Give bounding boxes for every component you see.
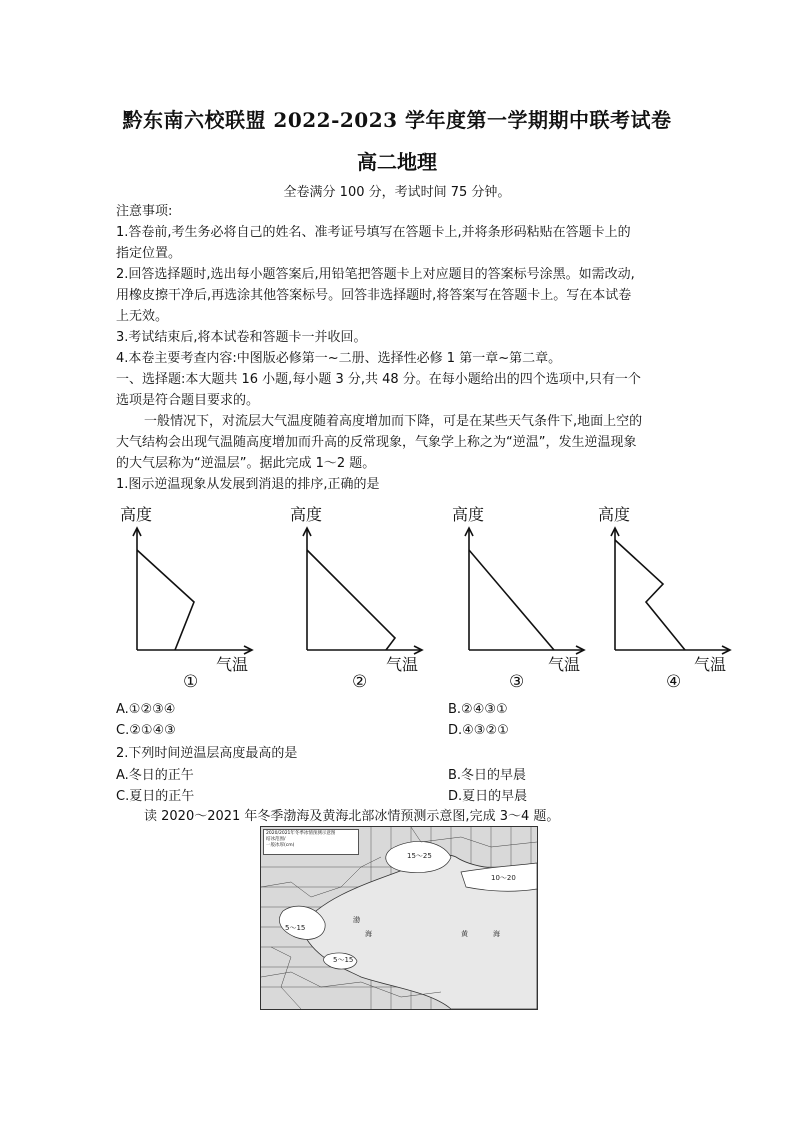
ice-thickness-label: 15～25 bbox=[407, 852, 432, 860]
q2-option-a[interactable]: A.冬日的正午 bbox=[116, 768, 194, 783]
q1-option-d[interactable]: D.④③②① bbox=[448, 723, 509, 738]
sea-name-hai: 海 bbox=[365, 930, 372, 938]
graph-4-number: ④ bbox=[666, 672, 682, 692]
passage-line: 一般情况下，对流层大气温度随着高度增加而下降，可是在某些天气条件下,地面上空的 bbox=[144, 414, 643, 429]
ice-thickness-label: 10～20 bbox=[491, 874, 516, 882]
section-heading: 一、选择题:本大题共 16 小题,每小题 3 分,共 48 分。在每小题给出的四个选项中,只有一个 bbox=[116, 372, 641, 387]
graph-3-ylabel: 高度 bbox=[452, 505, 485, 524]
note-line: 2.回答选择题时,选出每小题答案后,用铅笔把答题卡上对应题目的答案标号涂黑。如需改动, bbox=[116, 267, 635, 282]
sea-name-hai: 海 bbox=[493, 930, 500, 938]
legend-line: 一般冰厚(cm) bbox=[266, 843, 295, 848]
q2-option-b[interactable]: B.冬日的早晨 bbox=[448, 768, 527, 783]
q1-option-b[interactable]: B.②④③① bbox=[448, 702, 508, 717]
ice-map bbox=[260, 826, 538, 1010]
temperature-profile bbox=[137, 550, 194, 650]
ice-thickness-label: 5～15 bbox=[333, 956, 354, 964]
legend-line: 结冰范围/ bbox=[266, 837, 286, 842]
notes-heading: 注意事项: bbox=[116, 204, 173, 219]
sea-name-huang: 黄 bbox=[461, 930, 468, 938]
graph-1-xlabel: 气温 bbox=[216, 655, 249, 674]
note-line: 3.考试结束后,将本试卷和答题卡一并收回。 bbox=[116, 330, 367, 345]
ice-thickness-label: 5～15 bbox=[285, 924, 306, 932]
note-line: 指定位置。 bbox=[116, 246, 182, 261]
map-legend bbox=[263, 829, 359, 855]
note-line: 上无效。 bbox=[116, 309, 169, 324]
q1-option-c[interactable]: C.②①④③ bbox=[116, 723, 176, 738]
passage-line: 大气结构会出现气温随高度增加而升高的反常现象，气象学上称之为“逆温”，发生逆温现象 bbox=[116, 435, 637, 450]
q2-option-d[interactable]: D.夏日的早晨 bbox=[448, 789, 528, 804]
map-intro: 读 2020～2021 年冬季渤海及黄海北部冰情预测示意图,完成 3～4 题。 bbox=[144, 809, 560, 824]
graph-3-xlabel: 气温 bbox=[548, 655, 581, 674]
page-title: 黔东南六校联盟 2022-2023 学年度第一学期期中联考试卷 bbox=[122, 108, 672, 132]
page-subtitle: 高二地理 bbox=[357, 150, 437, 174]
q2-stem: 2.下列时间逆温层高度最高的是 bbox=[116, 746, 298, 761]
legend-title: 2020/2021年冬季冰情预测示意图 bbox=[266, 831, 336, 836]
note-line: 4.本卷主要考查内容:中图版必修第一~二册、选择性必修 1 第一章~第二章。 bbox=[116, 351, 562, 366]
graph-4-xlabel: 气温 bbox=[694, 655, 727, 674]
sea-name-bo: 渤 bbox=[353, 916, 360, 924]
graph-3-number: ③ bbox=[509, 672, 525, 692]
q1-option-a[interactable]: A.①②③④ bbox=[116, 702, 176, 717]
note-line: 1.答卷前,考生务必将自己的姓名、准考证号填写在答题卡上,并将条形码粘贴在答题卡上的 bbox=[116, 225, 631, 240]
q2-option-c[interactable]: C.夏日的正午 bbox=[116, 789, 195, 804]
q1-stem: 1.图示逆温现象从发展到消退的排序,正确的是 bbox=[116, 477, 380, 492]
graph-4-ylabel: 高度 bbox=[598, 505, 631, 524]
note-line: 用橡皮擦干净后,再选涂其他答案标号。回答非选择题时,将答案写在答题卡上。写在本试卷 bbox=[116, 288, 632, 303]
passage-line: 的大气层称为“逆温层”。据此完成 1～2 题。 bbox=[116, 456, 376, 471]
graph-2-number: ② bbox=[352, 672, 368, 692]
temperature-profile bbox=[307, 550, 395, 650]
graph-1-number: ① bbox=[183, 672, 199, 692]
temperature-profile bbox=[615, 540, 685, 650]
graph-2-xlabel: 气温 bbox=[386, 655, 419, 674]
graph-2-ylabel: 高度 bbox=[290, 505, 323, 524]
graph-1-ylabel: 高度 bbox=[120, 505, 153, 524]
temperature-profile bbox=[469, 550, 554, 650]
exam-info: 全卷满分 100 分，考试时间 75 分钟。 bbox=[283, 185, 511, 200]
section-heading-cont: 选项是符合题目要求的。 bbox=[116, 393, 260, 408]
